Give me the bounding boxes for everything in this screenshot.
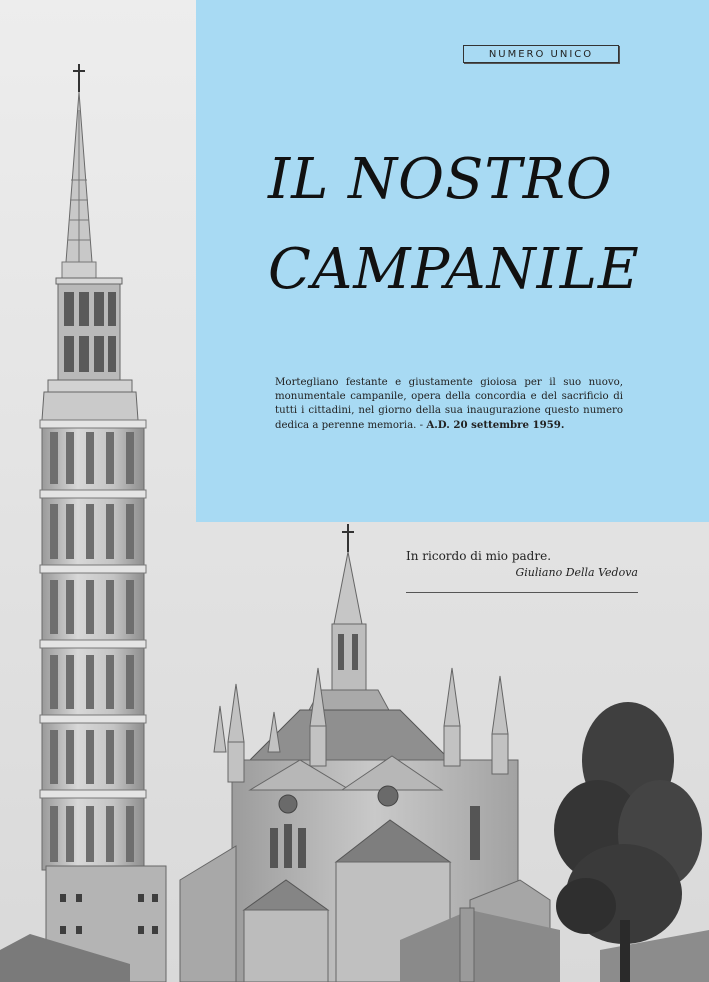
dedication-rule bbox=[406, 592, 638, 593]
memorial-dedication bbox=[406, 549, 638, 579]
dedication-text: In ricordo di mio padre. bbox=[406, 549, 552, 563]
dedication-author: Giuliano Della Vedova bbox=[515, 566, 638, 579]
intro-date: A.D. 20 settembre 1959. bbox=[426, 419, 565, 431]
title-line-1: IL NOSTRO bbox=[268, 147, 613, 212]
intro-paragraph bbox=[275, 376, 623, 433]
issue-badge: NUMERO UNICO bbox=[463, 45, 619, 63]
intro-text: Mortegliano festante e giustamente gioiosa per il suo nuovo, monumentale campanile, opera della concordia e del sacrificio di tutti i cittadini, nel giorno della sua inaugurazione questo numero dedica a perenne memoria. - bbox=[275, 377, 623, 431]
title-line-2: CAMPANILE bbox=[268, 237, 640, 302]
page-title bbox=[268, 135, 688, 315]
